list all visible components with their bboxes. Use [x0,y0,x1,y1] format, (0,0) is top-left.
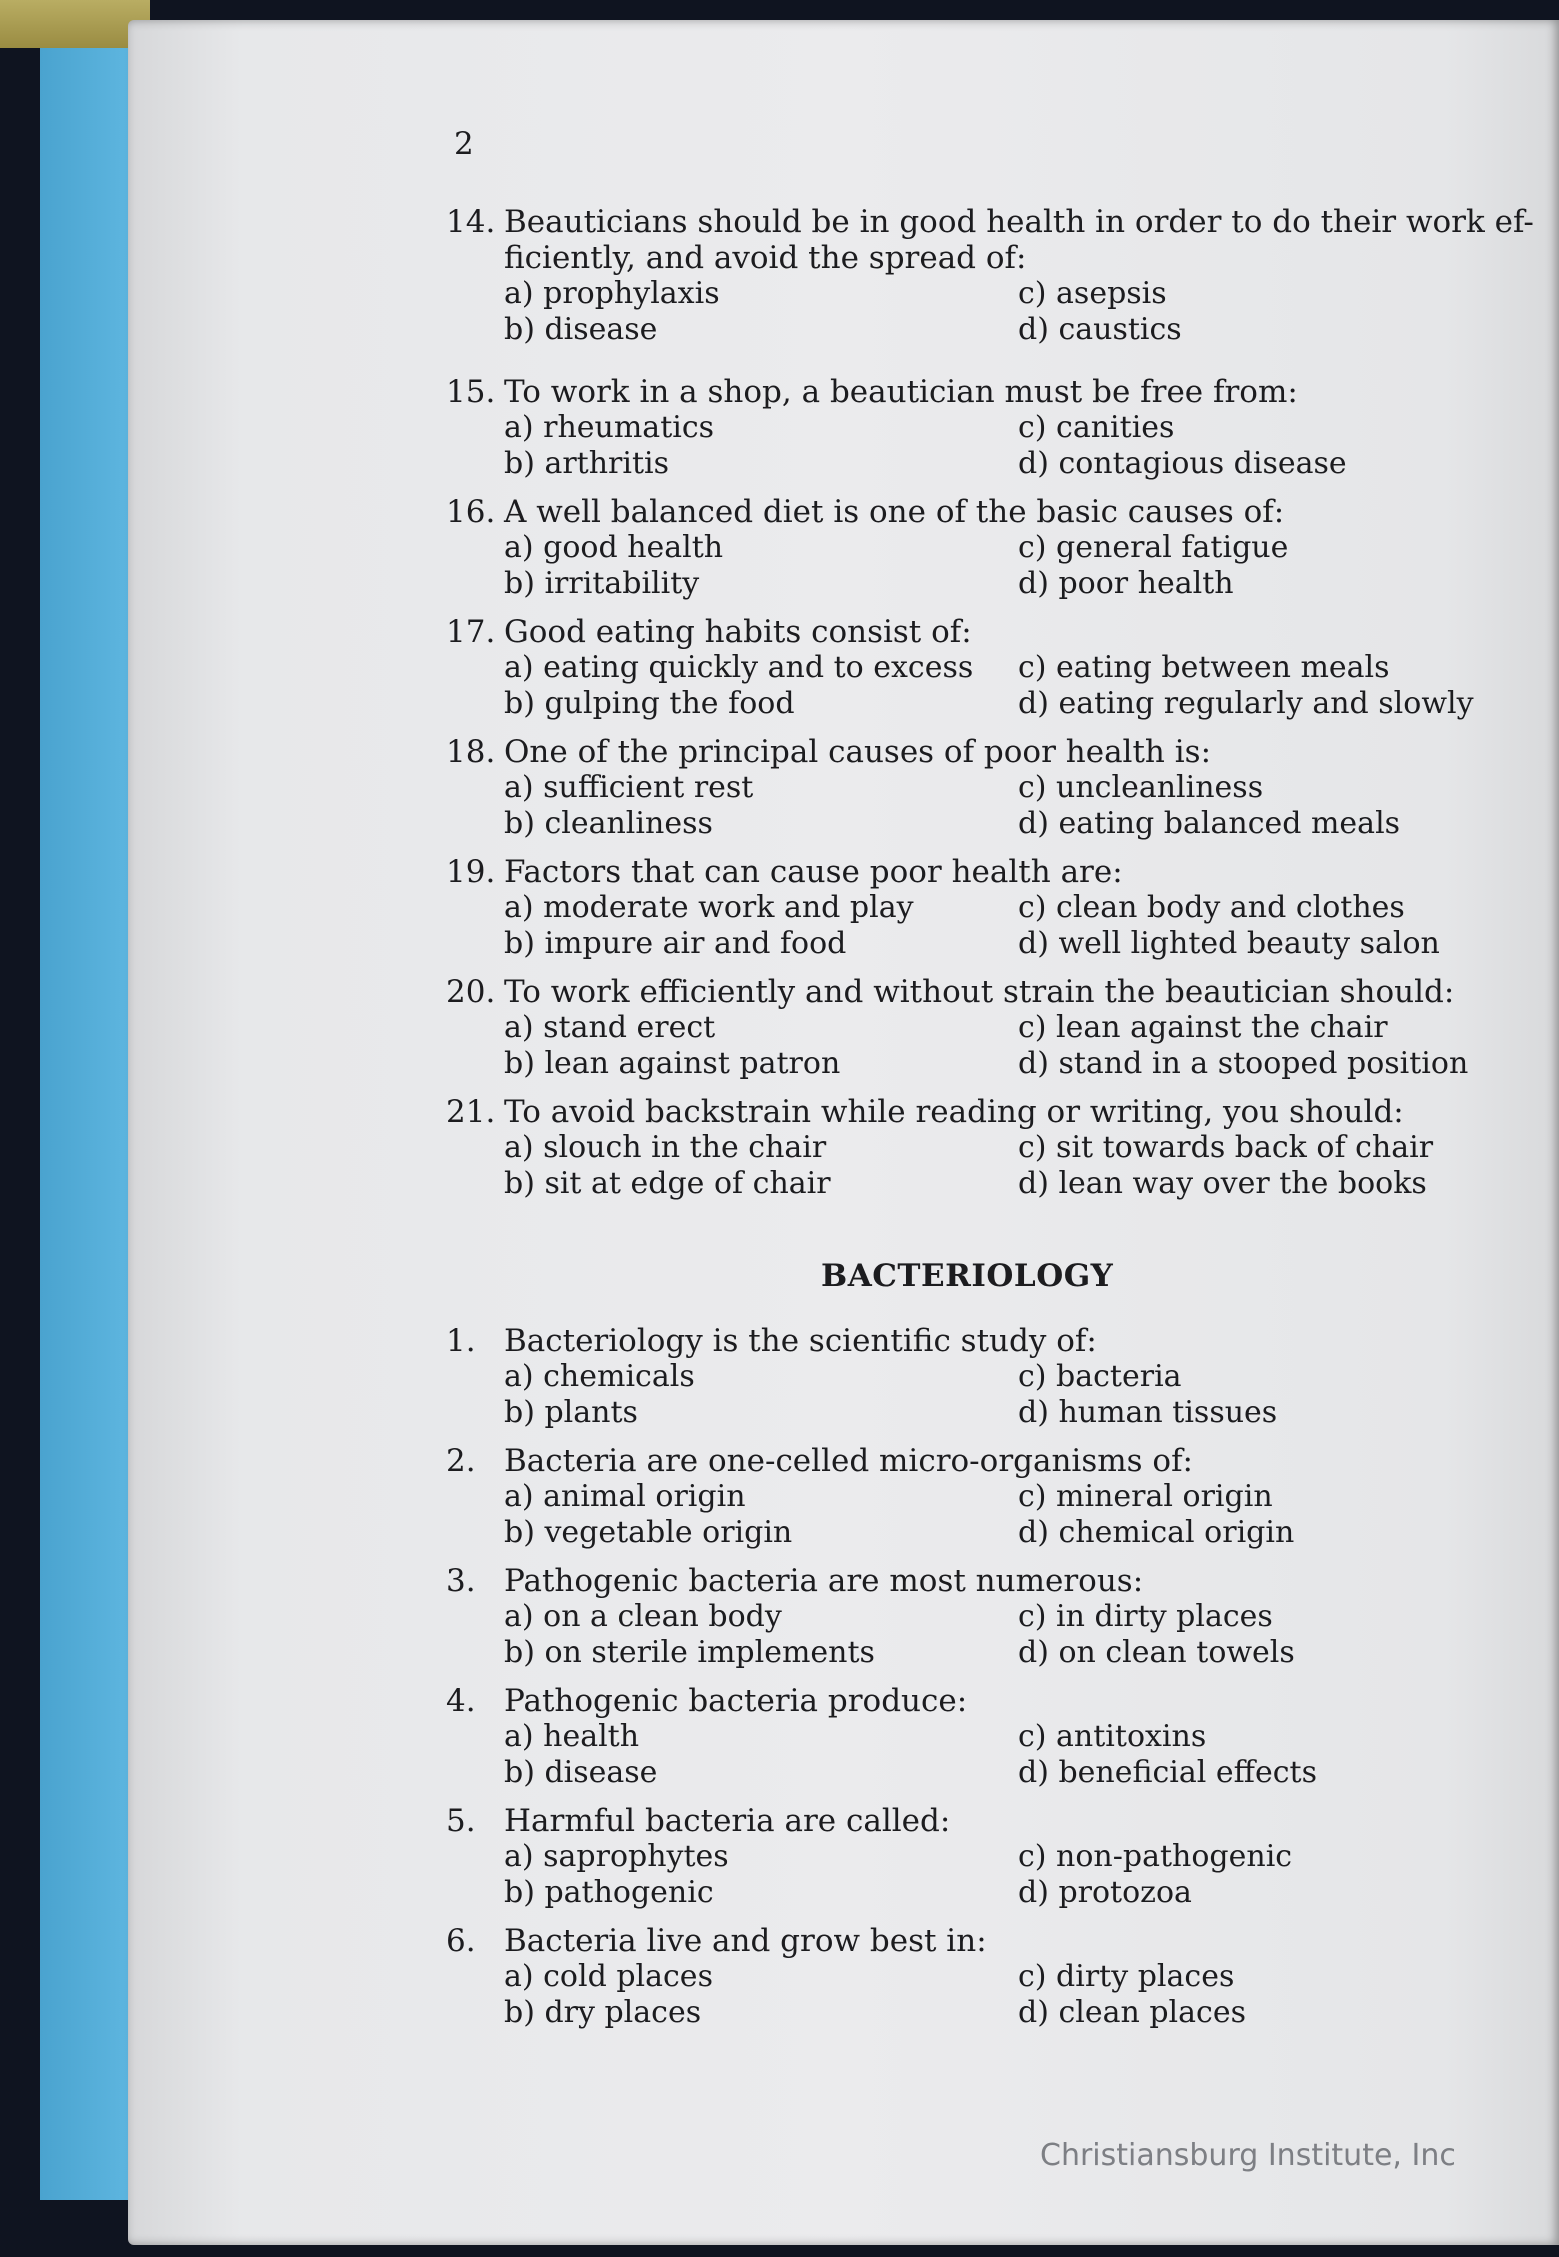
question-stem: Beauticians should be in good health in order to do their work ef- [504,204,1534,240]
answer-options [446,1599,1559,1671]
option-a: a) stand erect [504,1010,716,1045]
option-a: a) slouch in the chair [504,1130,827,1165]
option-b: b) on sterile implements [504,1635,875,1670]
option-c: c) clean body and clothes [1018,890,1405,925]
question-stem: Pathogenic bacteria produce: [504,1683,968,1719]
option-c: c) canities [1018,410,1175,445]
option-a: a) prophylaxis [504,276,720,311]
question-number: 1. [446,1323,476,1359]
option-a: a) cold places [504,1959,713,1994]
question-stem: Bacteria are one-celled micro-organisms of: [504,1443,1193,1479]
option-a: a) on a clean body [504,1599,782,1634]
option-d: d) chemical origin [1018,1515,1295,1550]
question-number: 4. [446,1683,476,1719]
page-number: 2 [454,126,474,162]
answer-options [446,276,1559,348]
option-b: b) impure air and food [504,926,847,961]
answer-options [446,1839,1559,1911]
option-d: d) lean way over the books [1018,1166,1427,1201]
question-number: 19. [446,854,496,890]
answer-options [446,530,1559,602]
option-a: a) eating quickly and to excess [504,650,974,685]
option-a: a) health [504,1719,640,1754]
option-c: c) bacteria [1018,1359,1182,1394]
question-stem: Bacteriology is the scientific study of: [504,1323,1097,1359]
section-heading-bacteriology: BACTERIOLOGY [821,1258,1114,1294]
option-d: d) caustics [1018,312,1182,347]
option-a: a) rheumatics [504,410,715,445]
option-d: d) contagious disease [1018,446,1347,481]
bacteriology-question-6 [446,1923,1559,2031]
answer-options [446,1719,1559,1791]
answer-options [446,890,1559,962]
answer-options [446,1130,1559,1202]
option-c: c) eating between meals [1018,650,1390,685]
question-stem: One of the principal causes of poor health is: [504,734,1212,770]
question-16 [446,494,1559,602]
question-15 [446,374,1559,482]
option-a: a) chemicals [504,1359,695,1394]
question-stem-continued: ficiently, and avoid the spread of: [504,240,1027,276]
option-a: a) good health [504,530,724,565]
option-b: b) cleanliness [504,806,713,841]
bacteriology-question-1 [446,1323,1559,1431]
option-c: c) lean against the chair [1018,1010,1388,1045]
question-21 [446,1094,1559,1202]
answer-options [446,1010,1559,1082]
question-stem: Bacteria live and grow best in: [504,1923,987,1959]
answer-options [446,650,1559,722]
option-d: d) clean places [1018,1995,1246,2030]
bacteriology-question-3 [446,1563,1559,1671]
answer-options [446,1479,1559,1551]
option-c: c) uncleanliness [1018,770,1264,805]
question-20 [446,974,1559,1082]
option-d: d) eating balanced meals [1018,806,1401,841]
option-d: d) human tissues [1018,1395,1278,1430]
question-19 [446,854,1559,962]
question-number: 5. [446,1803,476,1839]
option-b: b) sit at edge of chair [504,1166,831,1201]
option-c: c) asepsis [1018,276,1167,311]
question-18 [446,734,1559,842]
question-stem: To work efficiently and without strain the beautician should: [504,974,1455,1010]
option-d: d) well lighted beauty salon [1018,926,1440,961]
paper-page [128,20,1559,2245]
option-a: a) moderate work and play [504,890,914,925]
option-c: c) sit towards back of chair [1018,1130,1434,1165]
option-c: c) general fatigue [1018,530,1289,565]
option-a: a) sufficient rest [504,770,754,805]
question-number: 18. [446,734,496,770]
bacteriology-question-4 [446,1683,1559,1791]
option-d: d) protozoa [1018,1875,1192,1910]
answer-options [446,1959,1559,2031]
question-stem: Harmful bacteria are called: [504,1803,951,1839]
answer-options [446,770,1559,842]
option-d: d) on clean towels [1018,1635,1295,1670]
option-b: b) irritability [504,566,700,601]
option-c: c) in dirty places [1018,1599,1273,1634]
option-a: a) saprophytes [504,1839,729,1874]
option-d: d) stand in a stooped position [1018,1046,1469,1081]
option-d: d) poor health [1018,566,1234,601]
question-number: 21. [446,1094,496,1130]
option-c: c) antitoxins [1018,1719,1207,1754]
option-b: b) plants [504,1395,638,1430]
option-b: b) pathogenic [504,1875,714,1910]
bacteriology-question-5 [446,1803,1559,1911]
question-stem: Pathogenic bacteria are most numerous: [504,1563,1144,1599]
question-number: 3. [446,1563,476,1599]
option-b: b) disease [504,1755,658,1790]
watermark-text: Christiansburg Institute, Inc [1040,2138,1456,2173]
question-stem: A well balanced diet is one of the basic causes of: [504,494,1285,530]
question-number: 2. [446,1443,476,1479]
option-b: b) arthritis [504,446,670,481]
answer-options [446,410,1559,482]
question-14 [446,204,1559,348]
option-c: c) non-pathogenic [1018,1839,1293,1874]
option-b: b) dry places [504,1995,702,2030]
question-number: 16. [446,494,496,530]
question-number: 17. [446,614,496,650]
option-b: b) vegetable origin [504,1515,793,1550]
question-number: 15. [446,374,496,410]
bacteriology-question-2 [446,1443,1559,1551]
option-c: c) dirty places [1018,1959,1235,1994]
question-stem: Factors that can cause poor health are: [504,854,1123,890]
option-d: d) eating regularly and slowly [1018,686,1474,721]
option-d: d) beneficial effects [1018,1755,1317,1790]
question-17 [446,614,1559,722]
question-stem: To work in a shop, a beautician must be free from: [504,374,1298,410]
option-c: c) mineral origin [1018,1479,1273,1514]
question-stem: Good eating habits consist of: [504,614,972,650]
option-b: b) gulping the food [504,686,795,721]
question-number: 20. [446,974,496,1010]
answer-options [446,1359,1559,1431]
question-stem: To avoid backstrain while reading or writing, you should: [504,1094,1404,1130]
question-number: 14. [446,204,496,240]
question-number: 6. [446,1923,476,1959]
option-b: b) disease [504,312,658,347]
option-b: b) lean against patron [504,1046,841,1081]
option-a: a) animal origin [504,1479,746,1514]
